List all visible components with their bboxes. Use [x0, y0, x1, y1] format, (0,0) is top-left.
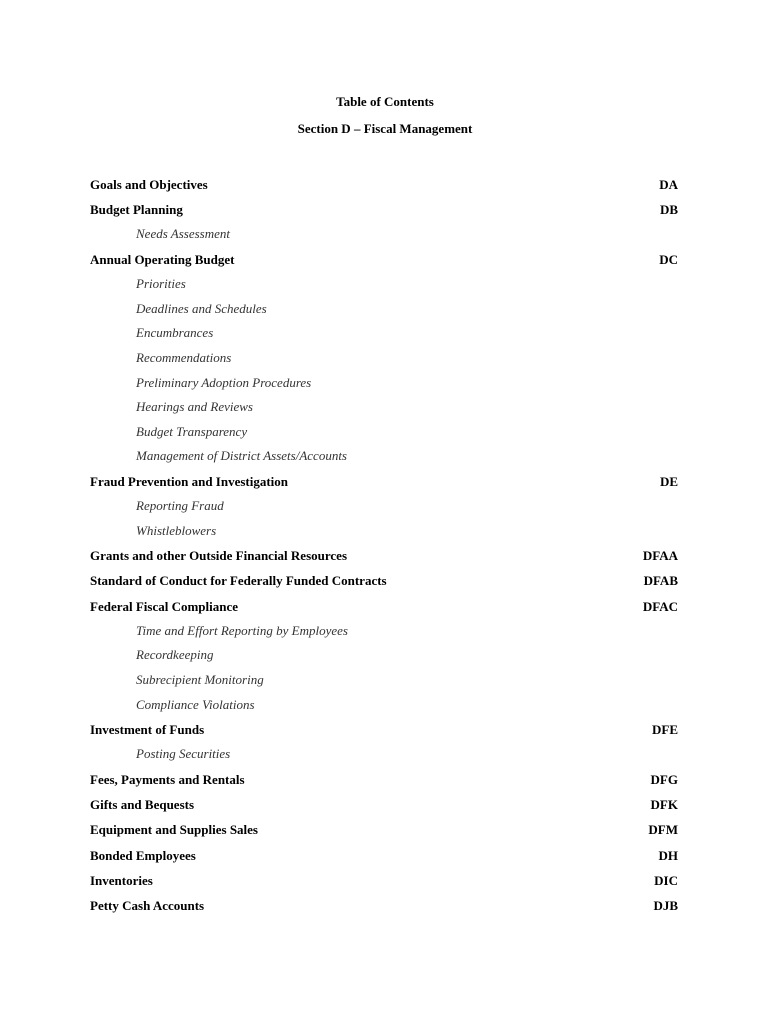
- toc-entry-label: Gifts and Bequests: [90, 797, 195, 813]
- toc-entry-code: DE: [659, 473, 678, 489]
- toc-entry: [90, 172, 678, 197]
- toc-entry-label: Budget Planning: [90, 202, 183, 218]
- toc-entry-label: Priorities: [136, 276, 186, 292]
- toc-entry-label: Reporting Fraud: [136, 498, 224, 514]
- toc-subentry: [90, 444, 678, 469]
- toc-entry-label: Annual Operating Budget: [90, 251, 235, 267]
- toc-entry-code: DFK: [650, 797, 678, 813]
- toc-entry-code: DFAC: [642, 598, 678, 614]
- toc-entry-code: DFAA: [642, 548, 678, 564]
- toc-entry-code: DFM: [648, 822, 678, 838]
- toc-subentry: [90, 297, 678, 322]
- toc-entry-label: Hearings and Reviews: [136, 399, 253, 415]
- toc-entry-code: DIC: [654, 872, 678, 888]
- toc-entry-label: Standard of Conduct for Federally Funded Contracts: [90, 573, 387, 589]
- toc-subentry: [90, 519, 678, 544]
- section-title: Section D – Fiscal Management: [297, 121, 473, 136]
- toc-entry-label: Bonded Employees: [90, 847, 196, 863]
- toc-entry-label: Encumbrances: [136, 325, 214, 341]
- toc-entry: [90, 868, 678, 893]
- toc-entry-label: Investment of Funds: [90, 722, 205, 738]
- toc-subentry: [90, 619, 678, 644]
- toc-entry-code: DFG: [650, 772, 678, 787]
- toc-entry-label: Posting Securities: [136, 746, 231, 762]
- toc-subentry: [90, 668, 678, 693]
- toc-subentry: [90, 321, 678, 346]
- toc-subentry: [90, 371, 678, 396]
- toc-entry-label: Time and Effort Reporting by Employees: [136, 622, 348, 638]
- toc-entry-code: DJB: [653, 897, 678, 913]
- toc-entry-label: Recommendations: [136, 349, 232, 365]
- toc-entry-label: Goals and Objectives: [90, 177, 208, 192]
- toc-subentry: [90, 272, 678, 297]
- toc-entry-label: Inventories: [90, 872, 153, 888]
- toc-entry: [90, 568, 678, 593]
- toc-subentry: [90, 420, 678, 445]
- toc-entry: [90, 197, 678, 222]
- toc-entry-code: DH: [658, 847, 678, 863]
- toc-entry: [90, 893, 678, 918]
- toc-subentry: [90, 742, 678, 767]
- toc-entry-label: Subrecipient Monitoring: [136, 672, 264, 688]
- toc-entry-label: Preliminary Adoption Procedures: [136, 374, 312, 390]
- toc-entry: [90, 469, 678, 494]
- toc-entry-code: DB: [659, 202, 678, 218]
- toc-entry-label: Petty Cash Accounts: [90, 897, 205, 913]
- toc-entry-label: Fees, Payments and Rentals: [90, 772, 245, 787]
- toc-entry: [90, 843, 678, 868]
- toc-entry: [90, 717, 678, 742]
- toc-subentry: [90, 395, 678, 420]
- toc-entry-label: Recordkeeping: [136, 647, 214, 663]
- toc-subentry: [90, 643, 678, 668]
- toc-entry-label: Whistleblowers: [136, 522, 217, 538]
- toc-entry: [90, 594, 678, 619]
- toc-entry-label: Needs Assessment: [136, 226, 231, 242]
- toc-entry-code: DFAB: [643, 573, 678, 589]
- document-title: Table of Contents: [336, 94, 434, 109]
- toc-entry-code: DC: [659, 251, 678, 267]
- toc-subentry: [90, 346, 678, 371]
- toc-entry: [90, 247, 678, 272]
- toc-entry-label: Deadlines and Schedules: [136, 300, 267, 316]
- toc-subentry: [90, 693, 678, 718]
- table-of-contents: [90, 172, 678, 918]
- toc-entry-label: Compliance Violations: [136, 696, 255, 712]
- toc-entry-code: DFE: [652, 722, 678, 738]
- toc-entry: [90, 767, 678, 792]
- toc-entry: [90, 792, 678, 817]
- toc-entry-label: Management of District Assets/Accounts: [136, 448, 347, 464]
- toc-entry-code: DA: [659, 177, 678, 192]
- toc-entry-label: Grants and other Outside Financial Resources: [90, 548, 348, 564]
- toc-entry-label: Budget Transparency: [136, 423, 248, 439]
- toc-entry: [90, 817, 678, 842]
- toc-subentry: [90, 494, 678, 519]
- toc-entry-label: Fraud Prevention and Investigation: [90, 473, 289, 489]
- toc-entry: [90, 543, 678, 568]
- toc-subentry: [90, 222, 678, 247]
- toc-entry-label: Federal Fiscal Compliance: [90, 598, 239, 614]
- toc-entry-label: Equipment and Supplies Sales: [90, 822, 258, 838]
